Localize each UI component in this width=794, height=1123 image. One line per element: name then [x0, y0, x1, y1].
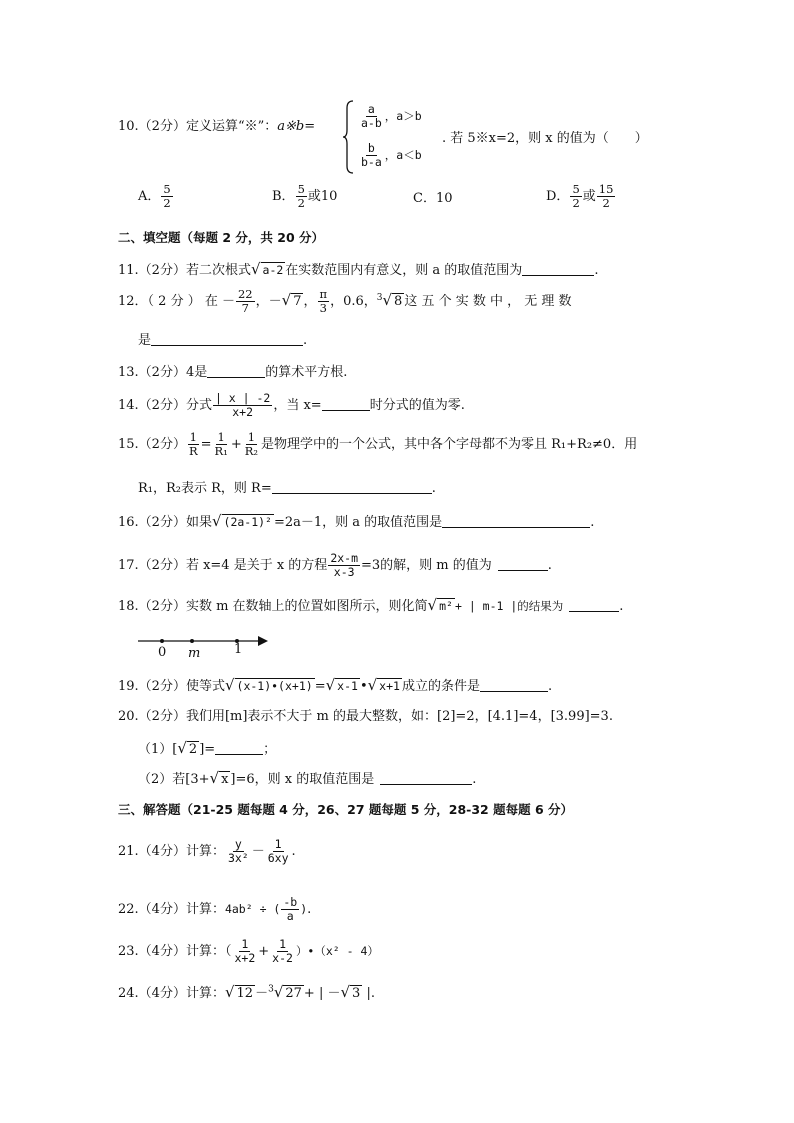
radical-icon: √ — [211, 512, 222, 530]
number-line-figure — [136, 630, 276, 660]
question-16: 16.（2分）如果√ (2a-1)² =2a－1，则 a 的取值范围是 . — [118, 512, 595, 530]
case-1-fraction: $\frac{a}{a-b}$ — [361, 102, 382, 131]
fraction-1-6xy: $\frac{1}{6xy}$ — [267, 837, 289, 866]
arrow-icon — [258, 636, 268, 646]
fraction-1-x-minus-2: $\frac{1}{x-2}$ — [272, 937, 293, 966]
answer-blank[interactable] — [151, 345, 303, 346]
tick-zero — [160, 639, 164, 643]
answer-blank[interactable] — [442, 527, 590, 528]
section-2-heading: 二、填空题（每题 2 分，共 20 分） — [118, 230, 325, 245]
fraction-1-r1: $\frac{1}{\text{R₁}}$ — [214, 430, 228, 459]
case-1: $\frac{a}{a-b}$ ，a＞b — [361, 102, 422, 131]
question-20: 20.（2分）我们用[m]表示不大于 m 的最大整数，如：[2]=2，[4.1]=4，[3.99]=3. — [118, 709, 613, 724]
fraction-1-r: $\frac{1}{R}$ — [188, 430, 198, 459]
answer-blank[interactable] — [322, 410, 370, 411]
option-b-fraction: $\frac{5}{2}$ — [297, 182, 305, 211]
question-20-part-2: （2）若[3+√ x ]=6，则 x 的取值范围是 . — [138, 769, 477, 787]
question-19: 19.（2分）使等式√ (x-1)•(x+1) =√ x-1 •√ x+1 成立的条件是 . — [118, 676, 553, 694]
fraction-neg-b-a: $\frac{-b}{a}$ — [283, 895, 298, 924]
question-15-line-2: R₁，R₂表示 R，则 R= . — [138, 481, 436, 496]
question-13: 13.（2分）4是 的算术平方根. — [118, 365, 348, 380]
question-11: 11.（2分）若二次根式√ a-2 在实数范围内有意义，则 a 的取值范围为 . — [118, 260, 599, 278]
section-3-heading: 三、解答题（21-25 题每题 4 分，26、27 题每题 5 分，28-32 题每题 6 分） — [118, 802, 574, 817]
radical-icon: √ — [209, 769, 220, 787]
fraction-abs-x: $\frac{| x | -2}{x+2}$ — [214, 391, 271, 420]
case-2: $\frac{b}{b-a}$ ，a＜b — [361, 141, 422, 170]
option-c[interactable]: C．10 — [413, 191, 453, 206]
fraction-22-7: $\frac{22}{7}$ — [237, 287, 253, 316]
radical-icon: √ — [281, 291, 292, 310]
answer-blank[interactable] — [215, 754, 263, 755]
answer-blank[interactable] — [380, 784, 472, 785]
question-15: 15.（2分） $\frac{1}{R}$ = $\frac{1}{\text{R₁}}$ + $\frac{1}{\text{R₂}}$ 是物理学中的一个公式，其中各个字母都不为零且 R₁+R₂≠0．用 — [118, 430, 638, 459]
option-a-fraction: $\frac{5}{2}$ — [163, 182, 171, 211]
question-12: 12．（ 2 分 ） 在 － $\frac{22}{7}$ ，－√ 7 ， $\frac{\pi}{3}$ ，0.6，$^3$√ 8 这 五 个 实 数 中 ， 无 理 数 — [118, 287, 572, 316]
fraction-1-x-plus-2: $\frac{1}{x+2}$ — [234, 937, 256, 966]
answer-blank[interactable] — [522, 275, 594, 276]
answer-blank[interactable] — [569, 611, 619, 612]
case-2-fraction: $\frac{b}{b-a}$ — [361, 141, 382, 170]
radical-icon: √ — [340, 983, 351, 1001]
label-one: 1 — [234, 642, 243, 657]
question-24: 24.（4分）计算：√ 12 －$^3$√ 27 + | －√ 3 |. — [118, 983, 375, 1001]
cube-root-icon: √ — [382, 291, 393, 310]
radical-icon: √ — [224, 983, 235, 1001]
radical-icon: √ — [427, 596, 438, 614]
fraction-pi-3: $\frac{\pi}{3}$ — [319, 287, 328, 316]
question-14: 14.（2分）分式 $\frac{| x | -2}{x+2}$ ，当 x= 时分式的值为零. — [118, 391, 465, 420]
option-d[interactable]: D． $\frac{5}{2}$ 或 $\frac{15}{2}$ — [546, 182, 614, 211]
radical-icon: √ — [250, 260, 261, 278]
question-21: 21.（4分）计算： $\frac{y}{\text{3x²}}$ － $\frac{1}{6xy}$ . — [118, 837, 296, 866]
question-12-line-2: 是 . — [138, 333, 308, 348]
label-m: m — [188, 646, 201, 661]
formula-label: a※b= — [277, 119, 316, 134]
radical-icon: √ — [367, 676, 378, 694]
option-b[interactable]: B． $\frac{5}{2}$ 或10 — [272, 182, 338, 211]
question-20-part-1: （1）[√ 2 ]= ； — [138, 739, 277, 757]
question-10-suffix: . 若 5※x=2，则 x 的值为（ ） — [442, 131, 648, 146]
fraction-2x-m: $\frac{2x-m}{x-3}$ — [330, 551, 359, 580]
cube-root-icon: √ — [273, 983, 284, 1001]
answer-blank[interactable] — [207, 377, 265, 378]
option-d-fraction-1: $\frac{5}{2}$ — [572, 182, 580, 211]
answer-blank[interactable] — [498, 570, 548, 571]
option-a[interactable]: A． $\frac{5}{2}$ — [138, 182, 171, 211]
fraction-1-r2: $\frac{1}{\text{R₂}}$ — [244, 430, 258, 459]
question-18: 18.（2分）实数 m 在数轴上的位置如图所示，则化简√ m² + | m-1 |的结果为 . — [118, 596, 624, 614]
fraction-y-3x2: $\frac{y}{\text{3x²}}$ — [227, 837, 249, 866]
answer-blank[interactable] — [480, 691, 548, 692]
question-10: 10.（2分）定义运算“※”：a※b= — [118, 119, 316, 134]
option-d-fraction-2: $\frac{15}{2}$ — [598, 182, 614, 211]
question-22: 22.（4分）计算：4ab² ÷ ( $\frac{-b}{a}$ ). — [118, 895, 312, 924]
radical-icon: √ — [224, 676, 235, 694]
question-23: 23.（4分）计算：（ $\frac{1}{x+2}$ + $\frac{1}{x-2}$ ）•（x² - 4） — [118, 937, 379, 966]
question-17: 17.（2分）若 x=4 是关于 x 的方程 $\frac{2x-m}{x-3}$ =3的解，则 m 的值为 . — [118, 551, 552, 580]
tick-m — [190, 639, 194, 643]
label-zero: 0 — [158, 645, 167, 660]
brace-icon — [342, 100, 354, 174]
answer-blank[interactable] — [272, 493, 432, 494]
radical-icon: √ — [177, 739, 187, 757]
radical-icon: √ — [325, 676, 336, 694]
